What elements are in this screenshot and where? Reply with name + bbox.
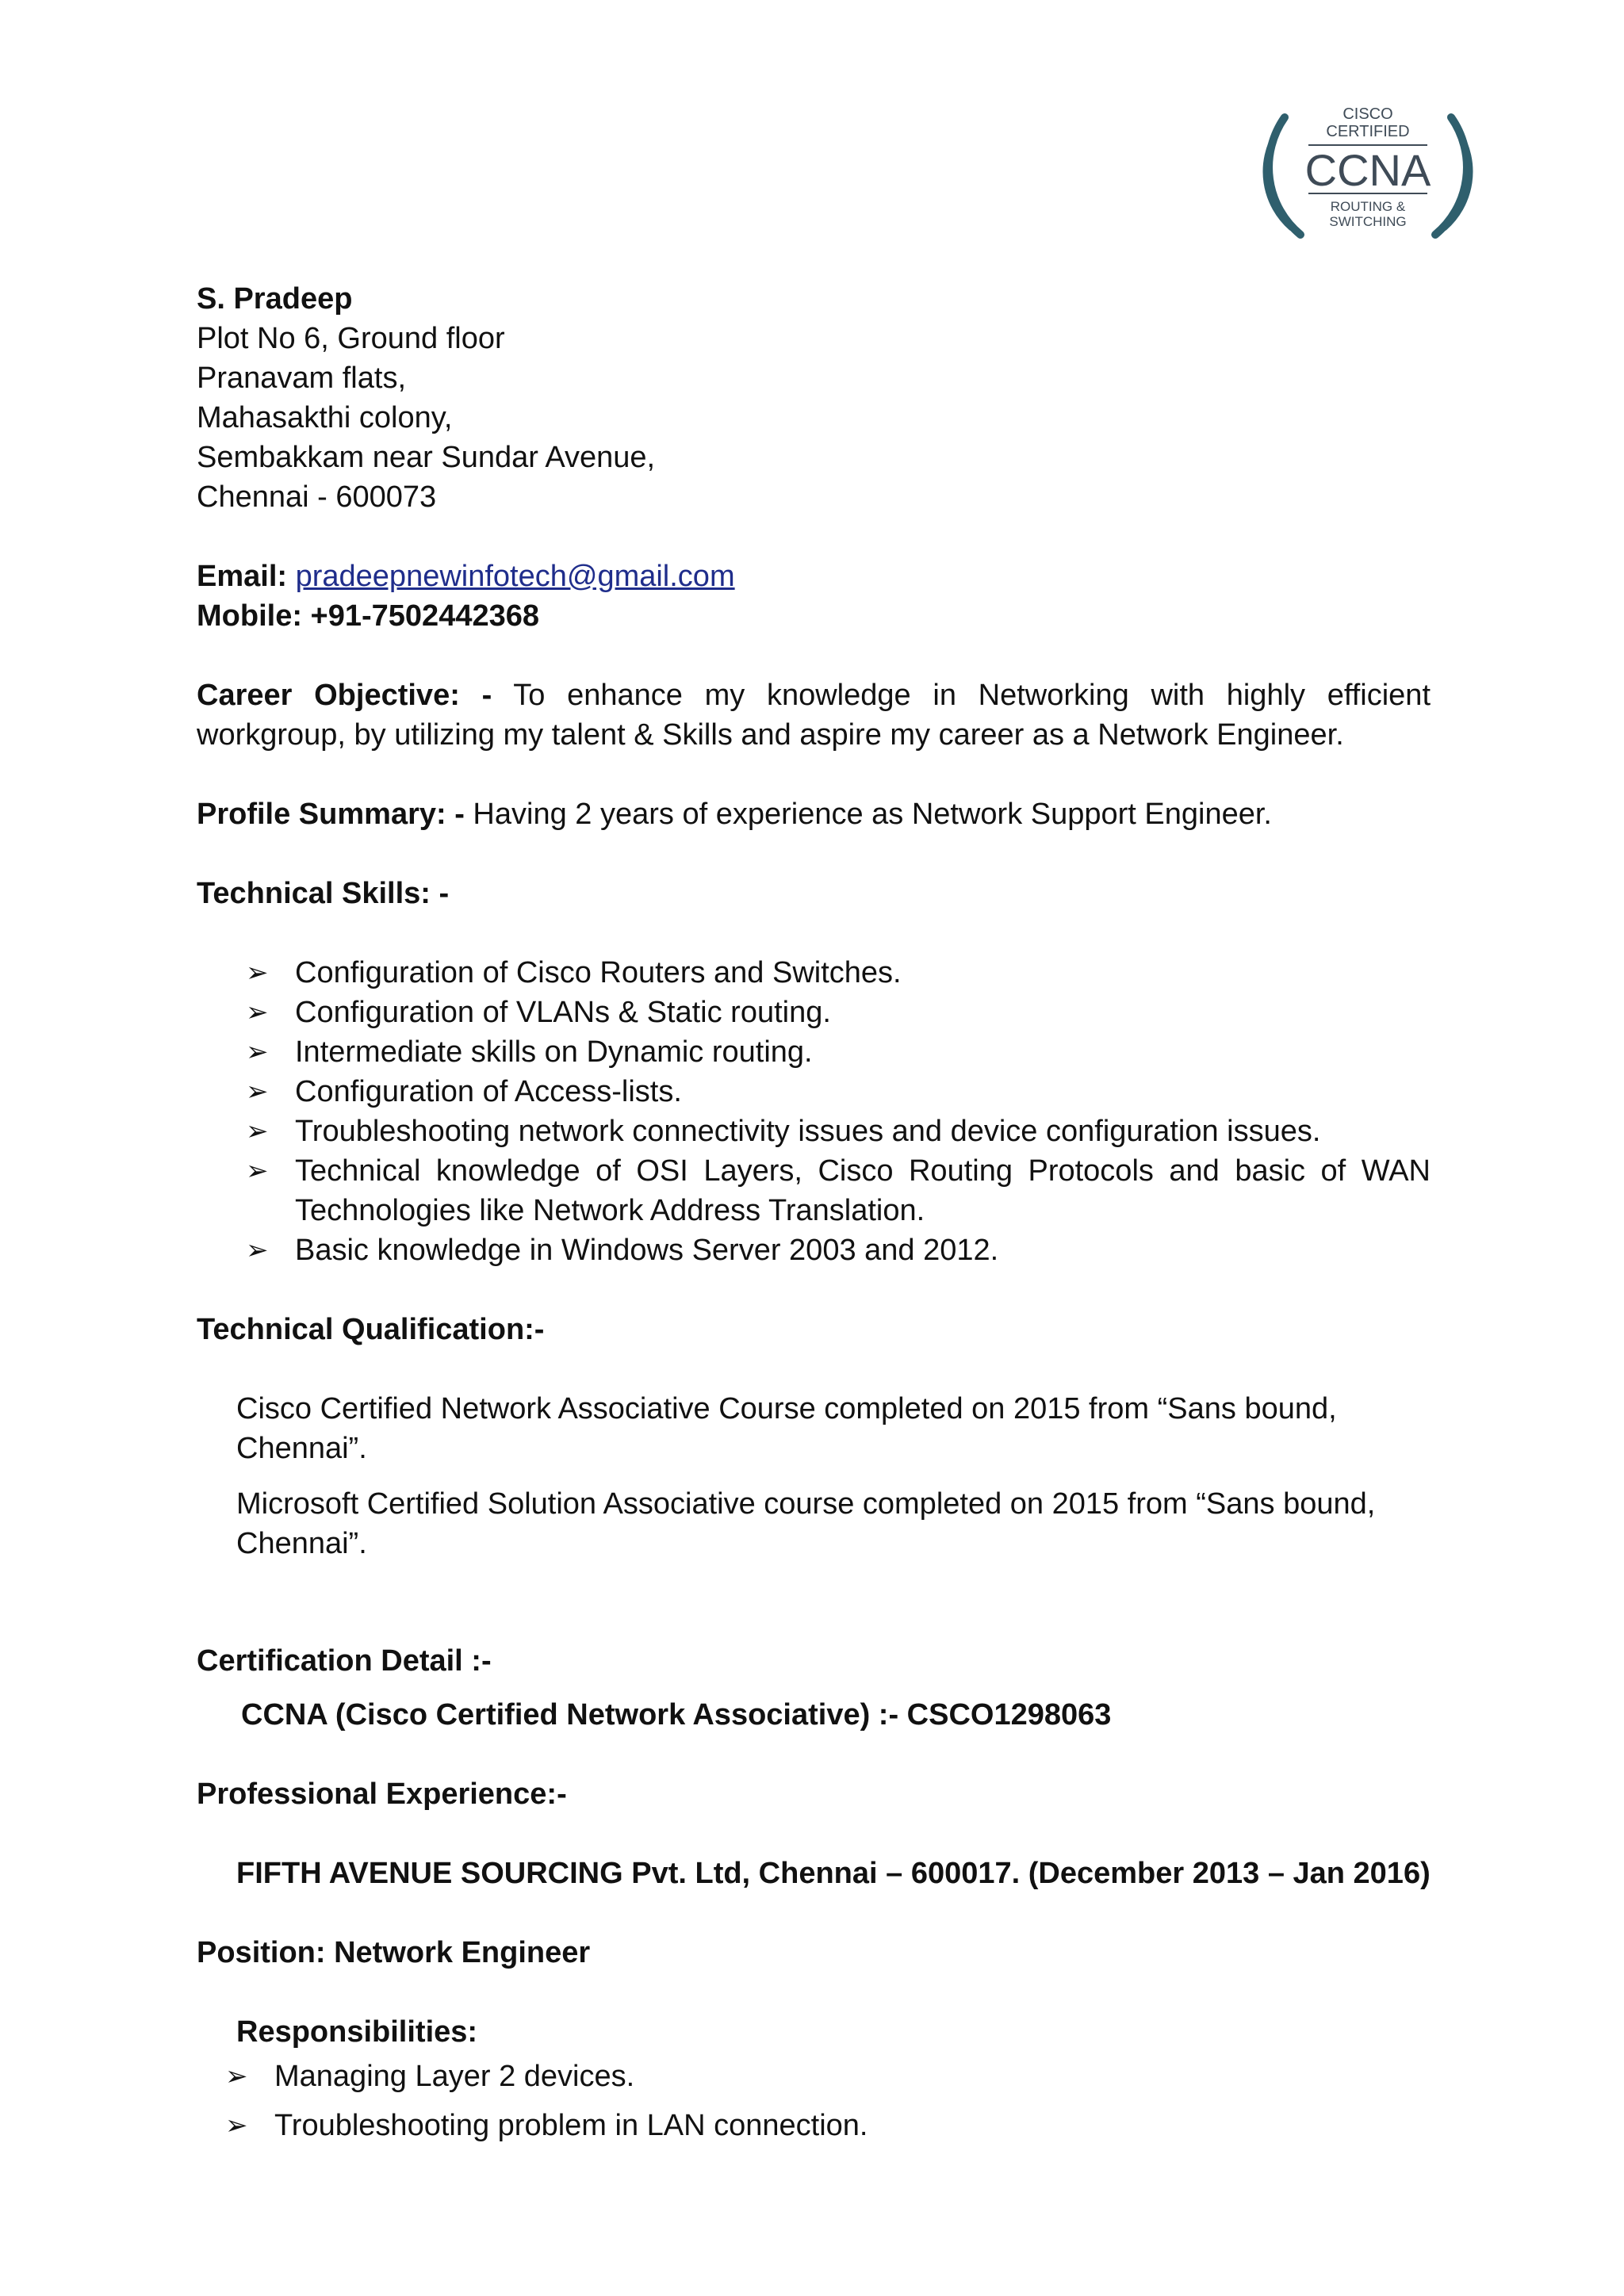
address-line: Chennai - 600073: [197, 480, 437, 514]
list-item: ➢ Configuration of Access-lists.: [197, 1072, 1431, 1112]
technical-qualification-heading: Technical Qualification:-: [197, 1313, 545, 1346]
arrow-bullet-icon: ➢: [246, 1076, 269, 1108]
email-link[interactable]: pradeepnewinfotech@gmail.com: [295, 560, 735, 593]
arrow-bullet-icon: ➢: [246, 997, 269, 1028]
list-item: ➢ Configuration of VLANs & Static routing.: [197, 993, 1431, 1032]
cisco-ccna-logo: [1253, 101, 1483, 244]
arrow-bullet-icon: ➢: [246, 957, 269, 989]
technical-skills-heading: Technical Skills: -: [197, 877, 450, 910]
resume-content: [197, 279, 1431, 2150]
list-item: ➢ Troubleshooting problem in LAN connection.: [197, 2101, 1431, 2150]
list-item: ➢ Technical knowledge of OSI Layers, Cisco Routing Protocols and basic of WAN Technologies like Network Address Translation.: [197, 1151, 1431, 1230]
logo-line2: CERTIFIED: [1326, 123, 1410, 140]
arrow-bullet-icon: ➢: [246, 1234, 269, 1266]
position-line: Position: Network Engineer: [197, 1936, 591, 1969]
arrow-bullet-icon: ➢: [246, 1155, 269, 1187]
list-item: ➢ Configuration of Cisco Routers and Switches.: [197, 953, 1431, 993]
qualification-item: Microsoft Certified Solution Associative course completed on 2015 from “Sans bound, Chennai”.: [236, 1487, 1376, 1560]
career-objective-text: To enhance my knowledge in Networking with highly efficient workgroup, by utilizing my talent & Skills and aspire my career as a Network Engineer.: [197, 679, 1431, 752]
responsibilities-list: [197, 2052, 1431, 2150]
arrow-bullet-icon: ➢: [246, 1115, 269, 1147]
address-line: Plot No 6, Ground floor: [197, 322, 505, 355]
technical-skills-list: [197, 953, 1431, 1270]
experience-heading: Professional Experience:-: [197, 1777, 567, 1811]
company-line: FIFTH AVENUE SOURCING Pvt. Ltd, Chennai – 600017. (December 2013 – Jan 2016): [236, 1857, 1431, 1890]
logo-line5: SWITCHING: [1329, 214, 1407, 229]
profile-summary: [197, 794, 1431, 834]
list-item: ➢ Managing Layer 2 devices.: [197, 2052, 1431, 2101]
profile-summary-text: Having 2 years of experience as Network Support Engineer.: [464, 798, 1272, 831]
qualification-item: Cisco Certified Network Associative Course completed on 2015 from “Sans bound, Chennai”.: [236, 1392, 1337, 1465]
candidate-name: S. Pradeep: [197, 282, 353, 316]
career-objective-label: Career Objective: -: [197, 679, 492, 712]
responsibilities-heading: Responsibilities:: [236, 2015, 478, 2049]
email-row: [197, 557, 1431, 596]
logo-line1: CISCO: [1342, 105, 1393, 123]
certification-heading: Certification Detail :-: [197, 1644, 492, 1678]
logo-line3: CCNA: [1304, 145, 1431, 195]
list-item: ➢ Troubleshooting network connectivity issues and device configuration issues.: [197, 1112, 1431, 1151]
certification-detail: CCNA (Cisco Certified Network Associative) :- CSCO1298063: [241, 1698, 1112, 1732]
mobile-row: Mobile: +91-7502442368: [197, 599, 539, 633]
arrow-bullet-icon: ➢: [225, 2061, 248, 2092]
arrow-bullet-icon: ➢: [225, 2110, 248, 2141]
arrow-bullet-icon: ➢: [246, 1036, 269, 1068]
contact-block: [197, 279, 1431, 517]
email-label: Email:: [197, 560, 288, 593]
profile-summary-label: Profile Summary: -: [197, 798, 465, 831]
address-line: Pranavam flats,: [197, 362, 406, 395]
address-line: Sembakkam near Sundar Avenue,: [197, 441, 656, 474]
address-line: Mahasakthi colony,: [197, 401, 453, 434]
list-item: ➢ Intermediate skills on Dynamic routing.: [197, 1032, 1431, 1072]
list-item: ➢ Basic knowledge in Windows Server 2003 and 2012.: [197, 1230, 1431, 1270]
career-objective: [197, 675, 1431, 755]
logo-line4: ROUTING &: [1330, 199, 1406, 214]
qualification-list: [197, 1389, 1431, 1563]
